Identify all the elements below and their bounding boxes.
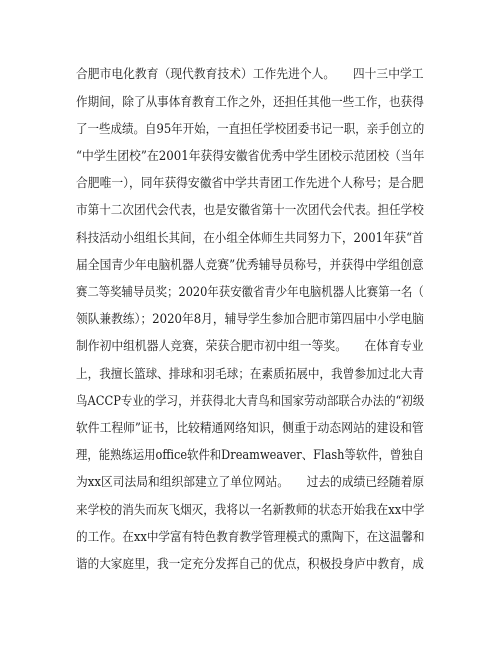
paragraph-line: 谐的大家庭里，我一定充分发挥自己的优点，积极投身庐中教育，成 xyxy=(76,556,424,571)
paragraph-line: 届全国青少年电脑机器人竞赛”优秀辅导员称号，并获得中学组创意 xyxy=(76,257,424,272)
paragraph-line: 理，能熟练运用office软件和Dreamweaver、Flash等软件，曾独自 xyxy=(76,447,424,462)
paragraph-line: 科技活动小组组长其间，在小组全体师生共同努力下，2001年获“首 xyxy=(76,230,424,245)
paragraph-line: 合肥唯一），同年获得安徽省中学共青团工作先进个人称号；是合肥 xyxy=(76,175,424,190)
paragraph-line: 鸟ACCP专业的学习，并获得北大青鸟和国家劳动部联合办法的“初级 xyxy=(76,393,425,408)
paragraph-line: 的工作。在xx中学富有特色教育教学管理模式的熏陶下，在这温馨和 xyxy=(76,529,425,544)
paragraph-line: 合肥市电化教育（现代教育技术）工作先进个人。 四十三中学工 xyxy=(76,66,424,81)
paragraph-line: 领队兼教练）；2020年8月，辅导学生参加合肥市第四届中小学电脑 xyxy=(76,311,424,326)
paragraph-line: 市第十二次团代会代表，也是安徽省第十一次团代会代表。担任学校 xyxy=(76,202,424,217)
paragraph-line: 上，我擅长篮球、排球和羽毛球；在素质拓展中，我曾参加过北大青 xyxy=(76,366,424,381)
paragraph-line: 赛二等奖辅导员奖；2020年获安徽省青少年电脑机器人比赛第一名（ xyxy=(76,284,424,299)
paragraph-line: 软件工程师”证书，比较精通网络知识，侧重于动态网站的建设和管 xyxy=(76,420,424,435)
paragraph-line: 了一些成绩。自95年开始，一直担任学校团委书记一职，亲手创立的 xyxy=(76,121,425,136)
paragraph-line: 为xx区司法局和组织部建立了单位网站。 过去的成绩已经随着原 xyxy=(76,474,425,489)
paragraph-line: 作期间，除了从事体育教育工作之外，还担任其他一些工作，也获得 xyxy=(76,94,424,109)
paragraph-line: “中学生团校”在2001年获得安徽省优秀中学生团校示范团校（当年 xyxy=(76,148,425,163)
paragraph-line: 来学校的消失而灰飞烟灭，我将以一名新教师的状态开始我在xx中学 xyxy=(76,502,425,517)
paragraph-line: 制作初中组机器人竞赛，荣获合肥市初中组一等奖。 在体育专业 xyxy=(76,338,424,353)
